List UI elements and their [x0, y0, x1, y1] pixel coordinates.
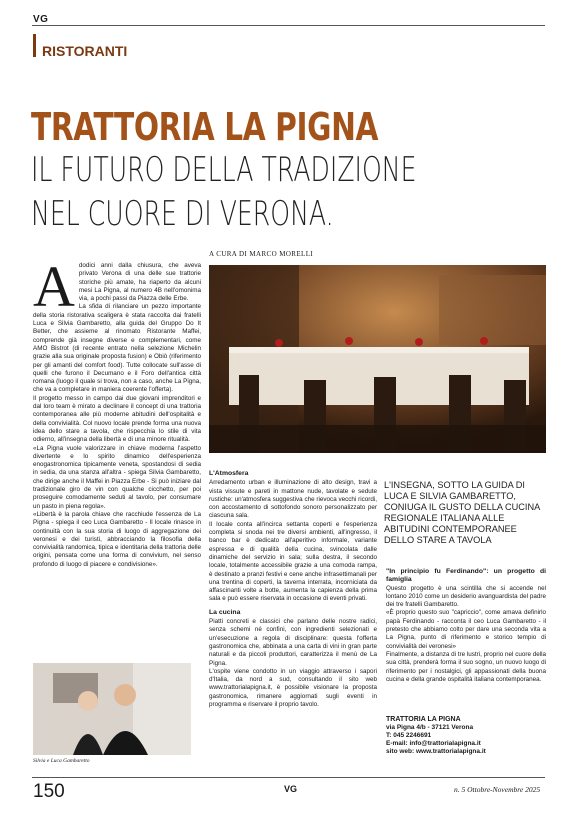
pull-quote: L'INSEGNA, SOTTO LA GUIDA DI LUCA E SILVIA GAMBARETTO, CONIUGA IL GUSTO DELLA CUCINA REGIONALE ITALIANA ALLE ABITUDINI CONTEMPORANEE DELLO STARE A TAVOLA — [384, 480, 540, 545]
contact-address: via Pigna 4/b - 37121 Verona — [386, 724, 474, 731]
paragraph: dodici anni dalla chiusura, che aveva privato Verona di una delle sue trattorie storiche più amate, ha riaperto da alcuni mesi La Pigna, al numero 4B nell'omonima via, a pochi passi da Piazza delle Erbe. — [78, 262, 201, 303]
drop-cap: A — [33, 254, 75, 319]
paragraph: La sfida di rilanciare un pezzo importante della storia ristorativa scaligera è stata raccolta dai fratelli Luca e Silvia Gambaretto, alla guida del Gruppo Do It Better, che assieme al rinomato Ristorante Maffei, comprende già insegne diverse e complementari, come AMO Bistrot (di recente entrato nella selezione Michelin grazie alla sua originale proposta fusion) e Obiò (riferimento per gli amanti del comfort food). Tutte collocate sull'asse di quelli che furono il Decumano e il Foro dell'antica città romana (luogo il quale si trova, non a caso, anche La Pigna, che va a completare in maniera coerente l'offerta). — [33, 303, 201, 394]
paragraph: Il progetto messo in campo dai due giovani imprenditori e dal loro team è mirato a declinare il concept di una trattoria contemporanea alle più moderne abitudini dell'ospitalità e della convivialità. Col nuovo locale prende forma una nuova idea dello stare a tavola, che rispecchia lo stile di vita odierno, all'insegna della libertà e di una minore ritualità. — [33, 394, 201, 444]
contact-phone: T: 045 2246691 — [386, 732, 432, 739]
headline-line-1: TRATTORIA LA PIGNA — [31, 105, 379, 149]
paragraph: Arredamento urban e illuminazione di alto design, travi a vista vissute e pareti in mattone nude, tavolate e sedute rustiche: un'atmosfera suggestiva che rievoca vecchi ricordi, con accostamento di sottofondo sonoro personalizzato per ciascuna sala. — [209, 479, 377, 520]
paragraph: «È proprio questo suo "capriccio", come amava definirlo papà Ferdinando - racconta il ceo Luca Gambaretto - il pretesto che abbiamo colto per dare una seconda vita a La Pigna, punto di riferimento e storico tempio di convivialità dei veronesi» — [386, 609, 546, 650]
paragraph: Finalmente, a distanza di tre lustri, proprio nel cuore della sua città, prenderà forma il suo sogno, un nuovo luogo di riferimento per i nostalgici, gli appassionati della buona cucina e della grande ospitalità italiana contemporanea. — [386, 650, 546, 683]
paragraph: L'ospite viene condotto in un viaggio attraverso i sapori d'Italia, da nord a sud, consultando il sito web www.trattorialapigna.it, è possibile visionare la proposta gastronomica, rimanere aggiornati sugli eventi in programma e riservare il proprio tavolo. — [209, 667, 377, 709]
photo-caption: Silvia e Luca Gambaretto — [33, 758, 90, 764]
subheading-cucina: La cucina — [209, 608, 241, 616]
page-number: 150 — [33, 781, 65, 802]
restaurant-interior-photo — [209, 265, 546, 453]
bottom-divider — [32, 777, 545, 778]
paragraph: «La Pigna vuole valorizzare in chiave moderna l'aspetto divertente e lo spirito dinamico dell'esperienza enogastronomica tipicamente veneta, spostandosi di sedia in sedia, da una stanza all'altra - spiega Silvia Gambaretto, che dirige anche il Maffei in Piazza Erbe - Si può iniziare dal tradizionale giro de vin con qualche cicchetto, per poi proseguire comodamente seduti al tavolo, per consumare un pasto in piena regola». — [33, 444, 201, 510]
contact-website[interactable]: sito web: www.trattorialapigna.it — [386, 748, 486, 755]
footer-logo: VG — [284, 784, 298, 794]
article-column-2 — [209, 470, 377, 709]
headline-line-3: NEL CUORE DI VERONA. — [31, 194, 334, 234]
paragraph: Questo progetto è una scintilla che si accende nel lontano 2010 come un desiderio avanguardista del padre dei tre fratelli Gambaretto. — [386, 584, 546, 609]
paragraph: Il locale conta all'incirca settanta coperti e l'esperienza completa si snoda nei tre diversi ambienti, all'ingresso, il banco bar è dedicato all'aperitivo informale, variante espressa e di qualità della cucina, svincolata dalle dinamiche del servizio in sala; sulla destra, il secondo locale, totalmente accessibile grazie a una comoda rampa, è destinato a pranzi festivi e cene anche infrasettimanali per una trentina di coperti, la taverna interrata, incorniciata da affascinanti volte a botte, aumenta la capienza della prima sala e può essere riservata in occasione di eventi privati. — [209, 520, 377, 603]
section-accent-bar — [33, 34, 36, 57]
contact-email[interactable]: E-mail: info@trattorialapigna.it — [386, 740, 481, 747]
article-column-3 — [386, 568, 546, 684]
subheading-famiglia: "In principio fu Ferdinando": un progetto di famiglia — [386, 568, 546, 584]
paragraph: Piatti concreti e classici che parlano delle nostre radici, senza schemi né confini, con ingredienti selezionati e un'esecuzione a regola di disciplinare: questa l'offerta gastronomica che, abbinata a una carta di vini in gran parte naturali e da piccoli produttori, caratterizza il menù de La Pigna. — [209, 618, 377, 667]
contact-name: TRATTORIA LA PIGNA — [386, 716, 461, 723]
founders-photo — [33, 663, 191, 755]
article-column-1 — [33, 254, 201, 569]
headline-line-2: IL FUTURO DELLA TRADIZIONE — [31, 150, 417, 190]
byline: A CURA DI MARCO MORELLI — [209, 250, 314, 258]
subheading-atmosfera: L'Atmosfera — [209, 470, 249, 477]
section-label: RISTORANTI — [42, 43, 128, 59]
magazine-logo: VG — [33, 14, 49, 25]
paragraph: «Libertà è la parola chiave che racchiude l'essenza de La Pigna - spiega il ceo Luca Gambaretto - Il locale rinasce in continuità con la sua storia di luogo di aggregazione dei veronesi e dei turisti, abbracciando la filosofia della convivialità randomica, tipica e identitaria della trattoria delle origini, pensata come una forma di convivium, nel senso profondo di luogo di piacere e condivisione». — [33, 510, 201, 568]
top-divider — [32, 25, 545, 26]
contact-info — [386, 716, 546, 756]
issue-label: n. 5 Ottobre-Novembre 2025 — [454, 785, 541, 794]
